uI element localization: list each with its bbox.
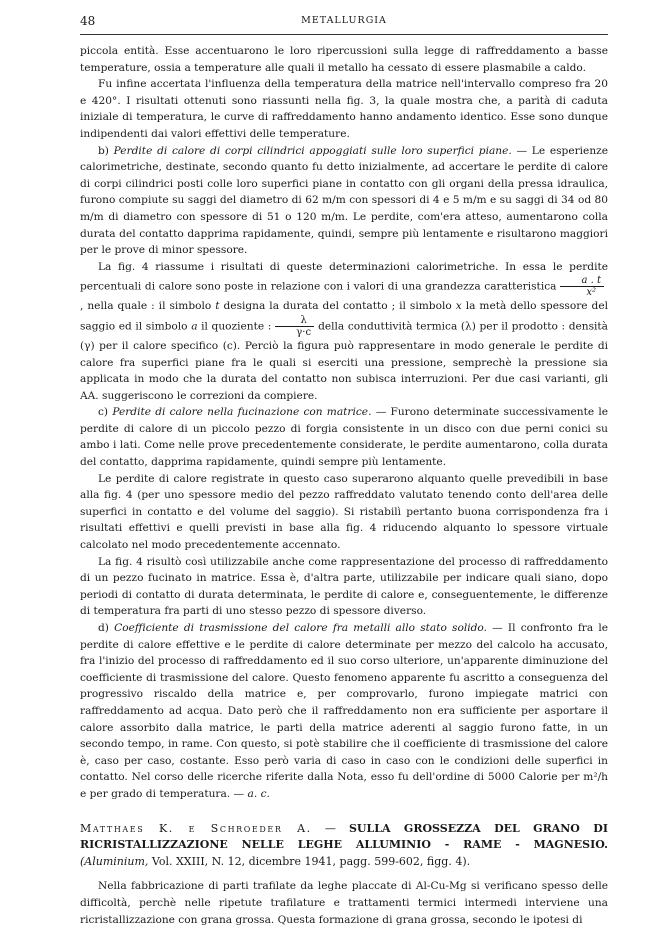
abstract-journal: (Aluminium, bbox=[80, 854, 149, 868]
fraction-denominator: γ·c bbox=[296, 326, 312, 338]
abstract-body: Nella fabbricazione di parti trafilate da leghe placcate di Al-Cu-Mg si verificano spesso delle difficoltà, perchè nelle ripetute trafilature e trattamenti termici intermedi interviene una ricristallizzazione con grana grossa. Questa formazione di grana grossa, secondo le ipotesi di bbox=[80, 880, 608, 926]
section-c-paragraph bbox=[80, 404, 608, 470]
section-title: Coefficiente di trasmissione del calore fra metalli allo stato solido. bbox=[114, 622, 487, 634]
dash: — bbox=[324, 821, 336, 835]
page-number: 48 bbox=[80, 14, 96, 28]
section-b-paragraph bbox=[80, 143, 608, 259]
section-b-formula-paragraph bbox=[80, 259, 608, 405]
paragraph: piccola entità. Esse accentuarono le loro ripercussioni sulla legge di raffreddamento a basse temperature, ossia a temperature alle quali il metallo ha cessato di essere plasmabile a caldo. bbox=[80, 45, 608, 74]
paragraph: Fu infine accertata l'influenza della temperatura della matrice nell'intervallo compreso fra 20 e 420°. I risultati ottenuti sono riassunti nella fig. 3, la quale mostra che, a parità di caduta iniziale di temperatura, le curve di raffreddamento hanno andamento identico. Esse sono dunque indipendenti dai valori effettivi delle temperature. bbox=[80, 78, 608, 140]
running-head: METALLURGIA bbox=[301, 15, 387, 26]
abstract-heading bbox=[80, 821, 608, 871]
page-header bbox=[80, 12, 608, 30]
paragraph: La fig. 4 risultò così utilizzabile anche come rappresentazione del processo di raffreddamento di un pezzo fucinato in matrice. Essa è, d'altra parte, utilizzabile per indicare quali siano, dopo periodi di contatto di durata determinata, le perdite di calore e, conseguentemente, le differenze di temperatura fra parti di uno stesso pezzo di spessore diverso. bbox=[80, 555, 608, 618]
journal-page bbox=[80, 12, 608, 928]
paragraph: Le perdite di calore registrate in questo caso superarono alquanto quelle prevedibili in base alla fig. 4 (per uno spessore medio del pezzo raffreddato valutato tenendo conto dell'area delle superfici in contatto e del volume del saggio). Si ristabilì pertanto buona corrispondenza fra i risultati effettivi e quelli previsti in base alla fig. 4 riducendo alquanto lo spessore virtuale calcolato nel modo precedentemente accennato. bbox=[80, 472, 608, 552]
fraction-lambda-over-gamma-c bbox=[275, 315, 314, 338]
text-run: , nella quale : il simbolo bbox=[80, 300, 212, 313]
text-run: la metà dello spessore del saggio ed il simbolo bbox=[80, 300, 608, 333]
section-title: Perdite di calore nella fucinazione con matrice. bbox=[112, 406, 372, 419]
fraction-numerator: a . t bbox=[560, 275, 604, 287]
section-label: b) bbox=[98, 144, 109, 157]
symbol-x: x bbox=[455, 300, 462, 313]
section-text: — Il confronto fra le perdite di calore effettive e le perdite di calore determinate per mezzo del calcolo ha accusato, fra l'inizio del processo di raffreddamento ed il suo corso ulteriore, un'apparente diminuzione del coefficiente di trasmissione del calore. Questo fenomeno apparente fu ascritto a conseguenza del progressivo riscaldo della matrice e, per comprovarlo, furono impiegate matrici con raffreddamento ad acqua. Dato però che il raffreddamento non era sufficiente per asportare il calore assorbito dalla matrice, le parti della matrice aderenti al saggio furono fatte, in un secondo tempo, in rame. Con questo, si potè stabilire che il coefficiente di trasmissione del calore è, caso per caso, costante. Esso però varia di caso in caso con le condizioni delle superfici in contatto. Nel corso delle ricerche riferite dalla Nota, esso fu dell'ordine di 5000 Calorie per m²/h e per grado di temperatura. — bbox=[80, 622, 608, 800]
section-label: c) bbox=[98, 406, 109, 419]
section-title: Perdite di calore di corpi cilindrici appoggiati sulle loro superfici piane. bbox=[113, 144, 512, 157]
text-run: La fig. 4 riassume i risultati di queste determinazioni calorimetriche. In essa le perdite percentuali di calore sono poste in relazione con i valori di una grandezza caratteristica bbox=[80, 260, 608, 293]
text-run: designa la durata del contatto ; il simbolo bbox=[223, 300, 452, 313]
text-run: il quoziente : bbox=[201, 320, 272, 333]
symbol-t: t bbox=[215, 300, 220, 313]
fraction-denominator: x² bbox=[586, 287, 597, 299]
fraction-numerator: λ bbox=[275, 315, 314, 327]
abstract-authors: Matthaes K. e Schroeder A. bbox=[80, 821, 312, 835]
section-text: — Le esperienze calorimetriche, destinate, secondo quanto fu detto inizialmente, ad accertare le perdite di calore di corpi cilindrici posti colle loro superfici piane in contatto con gli organi della pressa idraulica, furono compiute su saggi del diametro di 62 m/m con spessori di 4 e 5 m/m e su saggi di 34 od 80 m/m di diametro con spessore di 51 o 120 m/m. Le perdite, com'era atteso, aumentarono colla durata del contatto dapprima rapidamente, quindi, sempre più lentamente e risultarono maggiori per le prove di minor spessore. bbox=[80, 144, 608, 257]
header-rule bbox=[80, 34, 608, 35]
symbol-a: a bbox=[191, 320, 198, 333]
section-d-paragraph bbox=[80, 620, 608, 803]
section-label: d) bbox=[98, 622, 109, 634]
abstract-title: SULLA GROSSEZZA DEL GRANO DI RICRISTALLIZZAZIONE NELLE LEGHE ALLUMINIO - RAME - MAGNESIO. bbox=[80, 821, 608, 852]
section-text: — Furono determinate successivamente le perdite di calore di un piccolo pezzo di forgia consistente in un disco con due perni conici su ambo i lati. Come nelle prove precedentemente considerate, le perdite aumentarono, colla durata del contatto, dapprima rapidamente, quindi sempre più lentamente. bbox=[80, 406, 609, 469]
text-run: della conduttività termica (λ) per il prodotto : densità (γ) per il calore specifico (c). Perciò la figura può rappresentare in modo generale le perdite di calore fra superfici piane fra le quali si eserciti una pressione, semprechè la pressione sia applicata in modo che la durata del contatto non subisca interruzioni. Per due casi varianti, gli AA. suggeriscono le correzioni da compiere. bbox=[80, 320, 608, 402]
fraction-at-over-x2 bbox=[560, 275, 604, 298]
abstract-citation: Vol. XXIII, N. 12, dicembre 1941, pagg. 599-602, figg. 4). bbox=[151, 854, 471, 868]
abstract-entry bbox=[80, 821, 608, 928]
author-initials: a. c. bbox=[247, 787, 270, 800]
